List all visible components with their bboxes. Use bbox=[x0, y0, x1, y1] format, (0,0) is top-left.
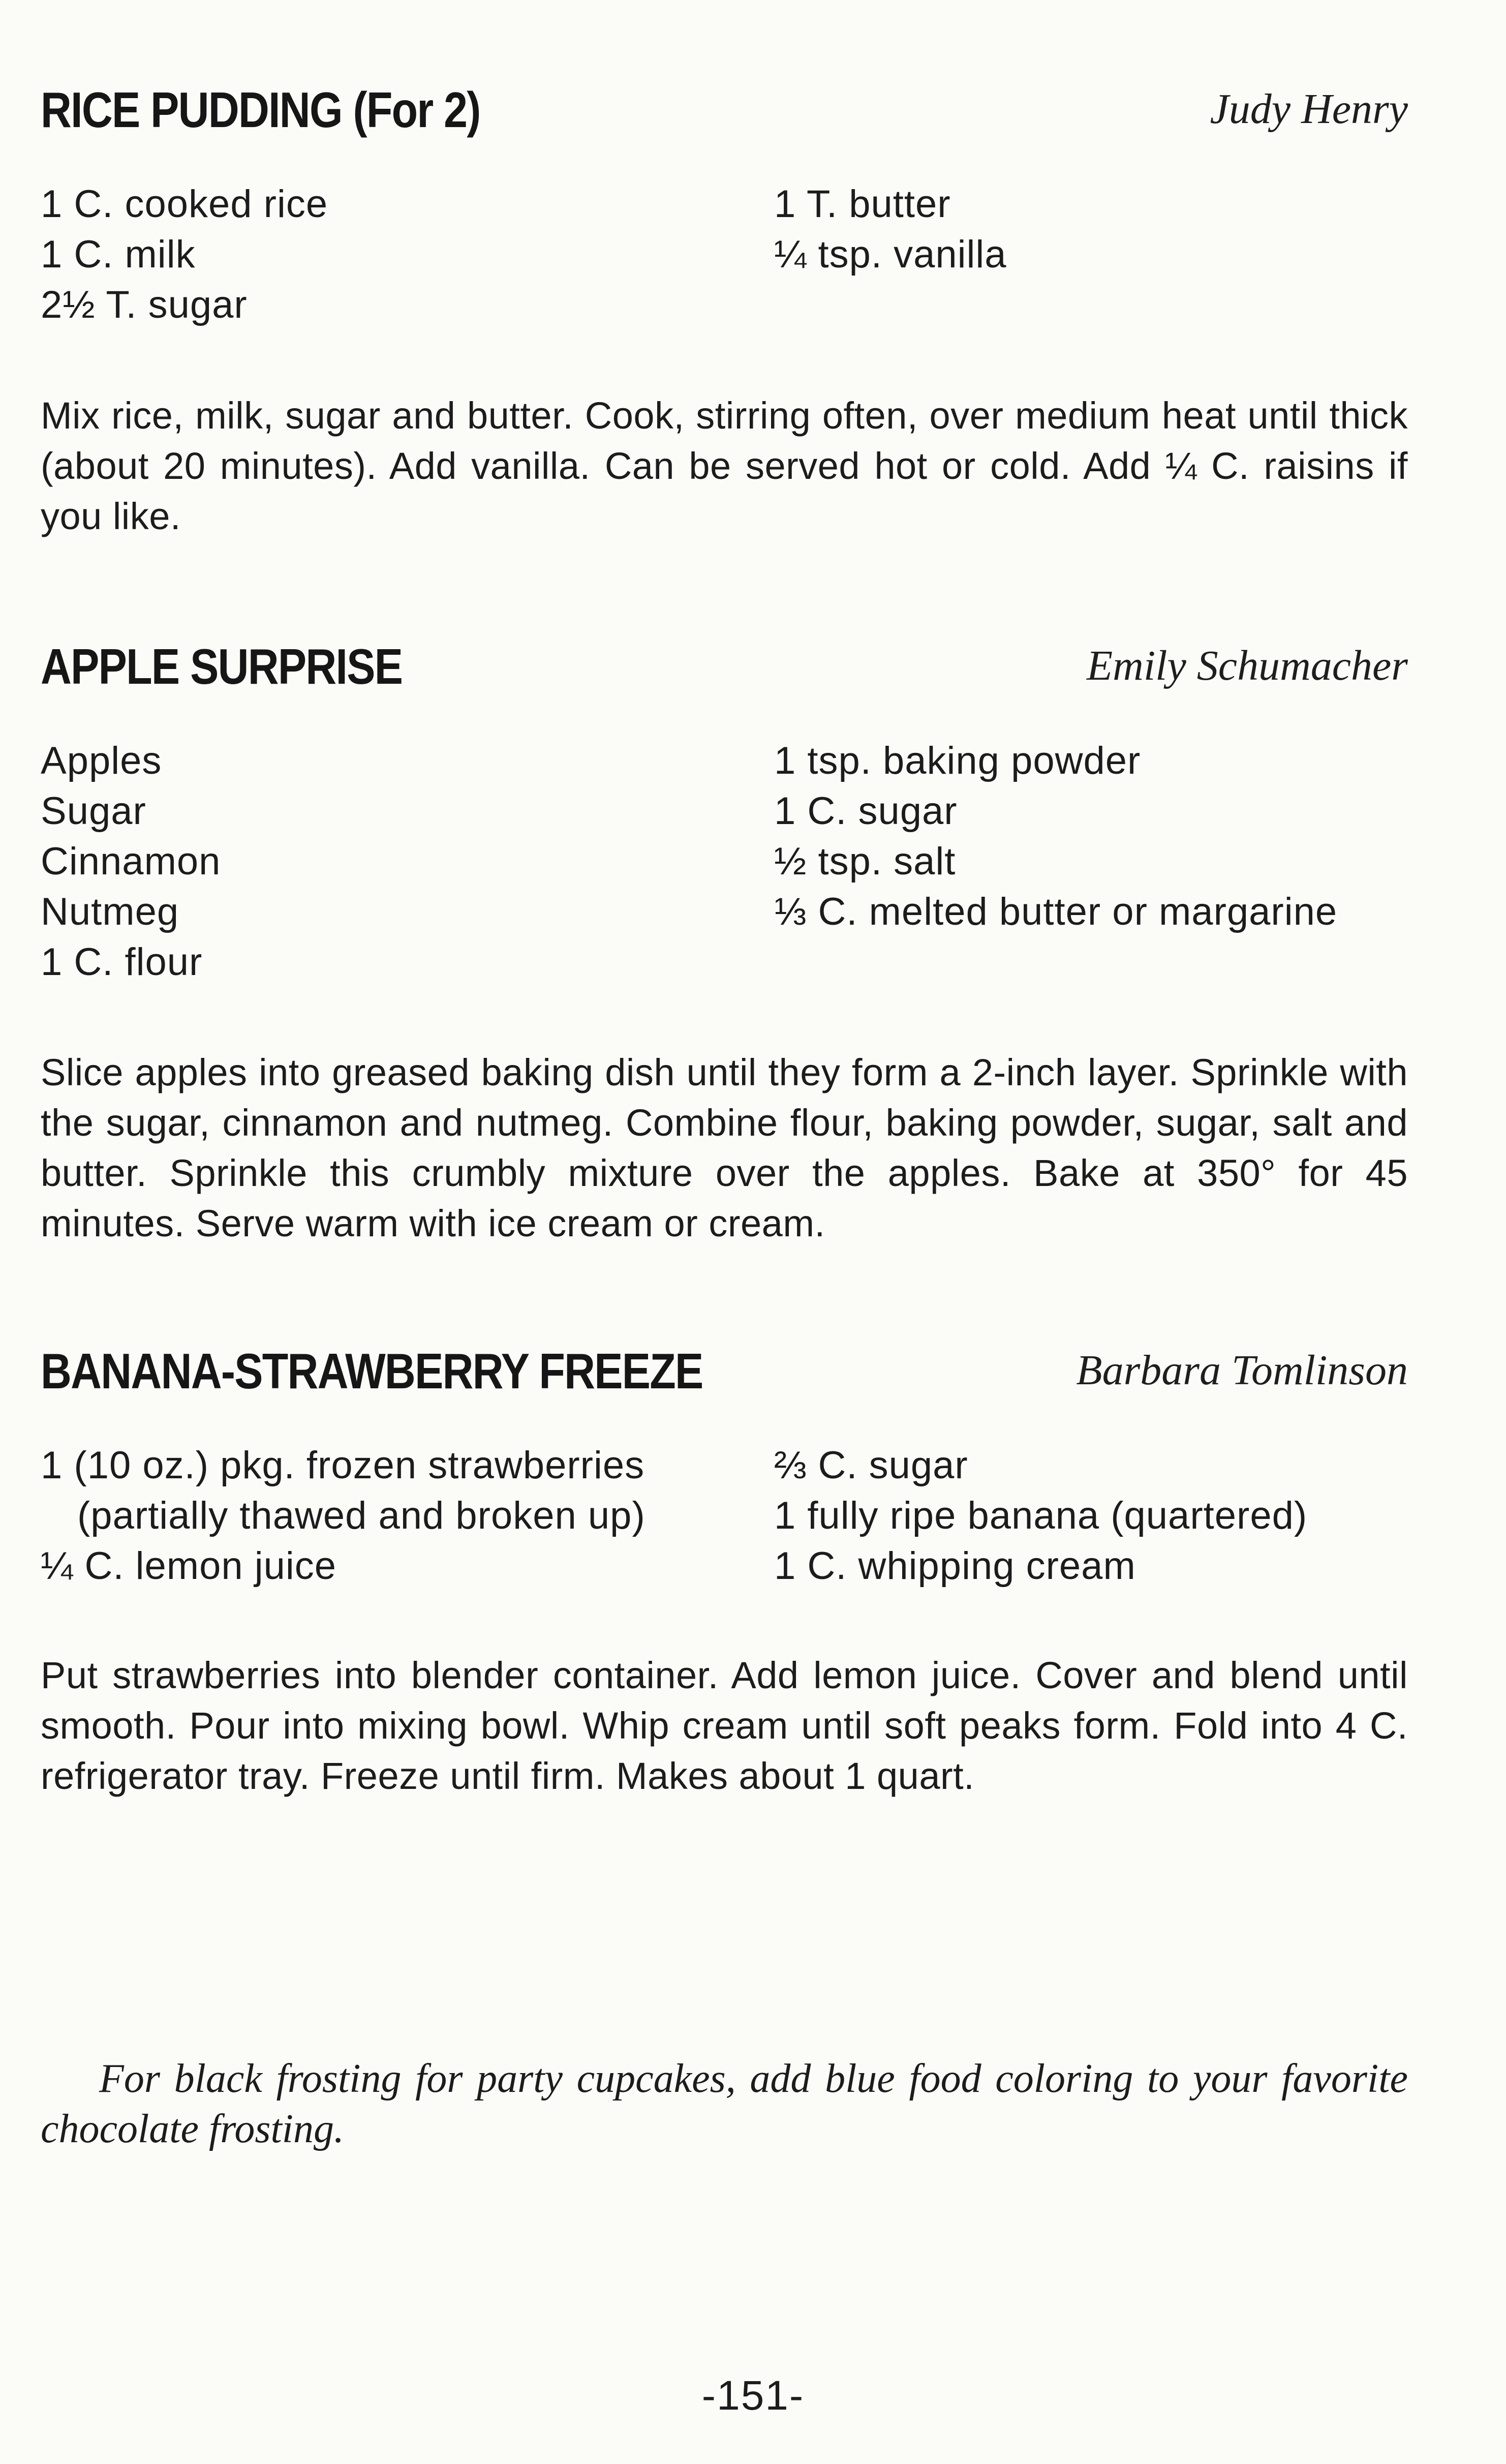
recipe-rice-pudding bbox=[41, 81, 1408, 537]
recipe-directions: Put strawberries into blender container. Add lemon juice. Cover and blend until smooth. Pour into mixing bowl. Whip cream until soft peaks form. Fold into 4 C. refrigerator tray. Freeze until firm. Makes about 1 quart. bbox=[41, 1654, 1408, 1797]
recipe-banana-strawberry-freeze bbox=[41, 1343, 1408, 1797]
ingredients bbox=[41, 1440, 1408, 1593]
ingredient: Sugar bbox=[41, 789, 146, 833]
recipe-author: Judy Henry bbox=[1210, 85, 1408, 133]
ingredient: 1 C. whipping cream bbox=[774, 1544, 1136, 1588]
ingredients-left-column bbox=[41, 736, 221, 987]
ingredients-left-column bbox=[41, 1440, 646, 1591]
ingredient: 1 C. flour bbox=[41, 940, 203, 984]
recipe-apple-surprise bbox=[41, 638, 1408, 1244]
ingredients-right-column bbox=[774, 179, 1007, 280]
ingredient: (partially thawed and broken up) bbox=[77, 1494, 646, 1537]
ingredient: ½ tsp. salt bbox=[774, 840, 956, 883]
ingredient: ⅔ C. sugar bbox=[774, 1444, 968, 1487]
recipe-author: Barbara Tomlinson bbox=[1076, 1347, 1408, 1394]
ingredient: 1 C. cooked rice bbox=[41, 182, 328, 226]
ingredient: 1 fully ripe banana (quartered) bbox=[774, 1494, 1308, 1537]
page-number: -151- bbox=[701, 2372, 805, 2419]
ingredients bbox=[41, 179, 1408, 331]
ingredients-right-column bbox=[774, 1440, 1307, 1591]
ingredient: 1 (10 oz.) pkg. frozen strawberries bbox=[41, 1444, 645, 1487]
recipe-header bbox=[41, 1343, 1408, 1419]
recipe-title: BANANA-STRAWBERRY FREEZE bbox=[41, 1343, 703, 1399]
ingredient: Nutmeg bbox=[41, 890, 179, 933]
recipe-title: RICE PUDDING (For 2) bbox=[41, 82, 480, 138]
ingredient: 1 C. sugar bbox=[774, 789, 958, 833]
ingredients-left-column bbox=[41, 179, 328, 330]
ingredient: ⅓ C. melted butter or margarine bbox=[774, 890, 1338, 933]
ingredient: ¼ tsp. vanilla bbox=[774, 233, 1007, 276]
recipe-author: Emily Schumacher bbox=[1086, 642, 1408, 689]
ingredient: ¼ C. lemon juice bbox=[41, 1544, 337, 1588]
ingredient: 2½ T. sugar bbox=[41, 283, 248, 326]
ingredient: 1 tsp. baking powder bbox=[774, 739, 1141, 782]
recipe-header bbox=[41, 81, 1408, 158]
recipe-directions: Mix rice, milk, sugar and butter. Cook, stirring often, over medium heat until thick (about 20 minutes). Add vanilla. Can be served hot or cold. Add ¼ C. raisins if you like. bbox=[41, 394, 1408, 537]
ingredients-right-column bbox=[774, 736, 1337, 937]
recipe-directions: Slice apples into greased baking dish until they form a 2-inch layer. Sprinkle with the sugar, cinnamon and nutmeg. Combine flour, baking powder, sugar, salt and butter. Sprinkle this crumbly mixture over the apples. Bake at 350° for 45 minutes. Serve warm with ice cream or cream. bbox=[41, 1051, 1408, 1244]
tip-note: For black frosting for party cupcakes, add blue food coloring to your favorite chocolate frosting. bbox=[41, 2056, 1408, 2151]
ingredient: Apples bbox=[41, 739, 162, 782]
ingredient: Cinnamon bbox=[41, 840, 221, 883]
recipe-title: APPLE SURPRISE bbox=[41, 638, 403, 694]
recipe-header bbox=[41, 638, 1408, 714]
ingredient: 1 C. milk bbox=[41, 233, 196, 276]
ingredients bbox=[41, 736, 1408, 990]
ingredient: 1 T. butter bbox=[774, 182, 951, 226]
